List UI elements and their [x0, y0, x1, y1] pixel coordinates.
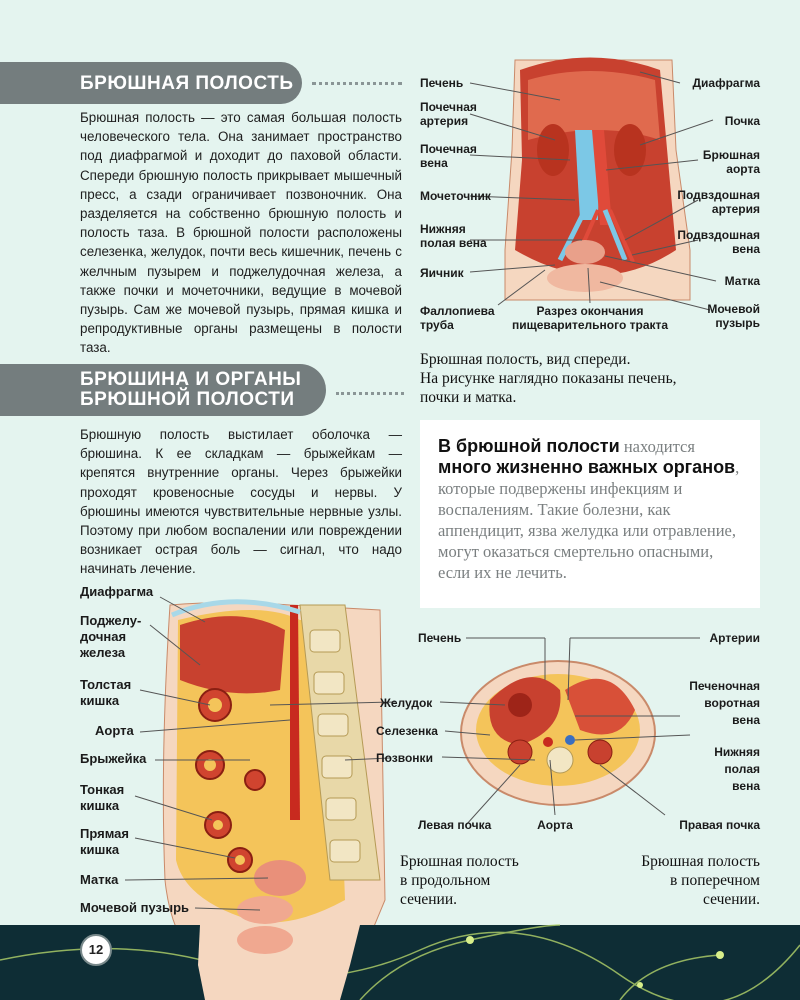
fact-bold: много жизненно важных органов — [438, 457, 736, 477]
cross-section-caption: Брюшная полость в поперечном сечении. — [641, 853, 760, 908]
label-uterus: Матка — [80, 872, 119, 887]
label-mesentery: Брыжейка — [80, 751, 147, 766]
fact-bold: В брюшной полости — [438, 436, 620, 456]
label-bladder: Мочевой пузырь — [707, 302, 760, 330]
label-kidney: Почка — [724, 114, 760, 128]
section-title: БРЮШНАЯ ПОЛОСТЬ — [80, 73, 294, 94]
label-arteries: Артерии — [709, 631, 760, 645]
front-view-caption: Брюшная полость, вид спереди. На рисунке наглядно показаны печень, почки и матка. — [420, 351, 677, 406]
label-left-kidney: Левая почка — [418, 818, 492, 832]
label-ovary: Яичник — [420, 266, 464, 280]
label-iliac-artery: Подвздошная артерия — [677, 188, 760, 216]
label-inferior-vena-cava: Нижняя полая вена — [420, 222, 487, 250]
label-stomach: Желудок — [380, 696, 433, 710]
label-hepatic-portal-vein: Печеночная воротная вена — [689, 679, 760, 727]
label-uterus: Матка — [724, 274, 760, 288]
section-body: Брюшная полость — это самая большая полость человеческого тела. Она занимает пространство под диафрагмой и доходит до паховой области. Спереди брюшную полость прикрывает мышечный пресс, а сзади ограничивает позвоночник. Она разделяется на собственно брюшную полость и полость таза. В брюшной полости расположены селезенка, желудок, почти весь кишечник, печень с желчным пузырем и поджелудочная железа, а также почки и мочеточники, ведущие в мочевой пузырь. Сам же мочевой пузырь, прямая кишка и репродуктивные органы размещены в полости таза. — [80, 110, 402, 356]
label-digestive-tract-section: Разрез окончания пищеварительного тракта — [511, 304, 669, 332]
label-abdominal-aorta: Брюшная аорта — [702, 148, 760, 176]
label-renal-artery: Почечная артерия — [420, 100, 477, 128]
fact-text — [420, 420, 760, 583]
label-liver: Печень — [420, 76, 464, 90]
label-renal-vein: Почечная вена — [420, 142, 477, 170]
label-iliac-vein: Подвздошная вена — [677, 228, 760, 256]
label-liver: Печень — [418, 631, 462, 645]
label-aorta: Аорта — [95, 723, 134, 738]
page-number: 12 — [80, 934, 112, 966]
fact-box — [420, 420, 760, 608]
label-diaphragm: Диафрагма — [692, 76, 760, 90]
label-bladder: Мочевой пузырь — [80, 900, 189, 915]
label-pancreas: Поджелу- дочная железа — [80, 613, 142, 660]
label-spleen: Селезенка — [376, 724, 438, 738]
section-title-line: БРЮШИНА И ОРГАНЫ — [80, 369, 302, 390]
label-rectum: Прямая кишка — [80, 826, 129, 857]
label-small-intestine: Тонкая кишка — [80, 782, 125, 813]
section-body: Брюшную полость выстилает оболочка — брюшина. К ее складкам — брыжейкам — крепятся внутренние органы. Через брыжейки проходят кровеносные сосуды и нервы. У брюшины имеются чувствительные нервные узлы. Поэтому при любом воспалении или повреждении возникает острая боль — сигнал, что надо начинать лечение. — [80, 427, 402, 577]
label-large-intestine: Толстая кишка — [80, 677, 132, 708]
label-vertebrae: Позвонки — [376, 751, 433, 765]
sagittal-caption: Брюшная полость в продольном сечении. — [400, 853, 519, 908]
fact-plain: находится — [619, 437, 695, 456]
label-aorta: Аорта — [537, 818, 573, 832]
label-diaphragm: Диафрагма — [80, 584, 154, 599]
section-title-line: БРЮШНОЙ ПОЛОСТИ — [80, 389, 295, 410]
label-inferior-vena-cava: Нижняя полая вена — [714, 745, 760, 793]
label-fallopian-tube: Фаллопиева труба — [420, 304, 495, 332]
label-ureter: Мочеточник — [420, 189, 491, 203]
label-right-kidney: Правая почка — [679, 818, 760, 832]
fact-plain: , которые подвержены инфекциям и воспалениям. Такие болезни, как аппендицит, язва желудка или отравление, могут оказаться смертельно опасными, если их не лечить. — [438, 458, 740, 582]
